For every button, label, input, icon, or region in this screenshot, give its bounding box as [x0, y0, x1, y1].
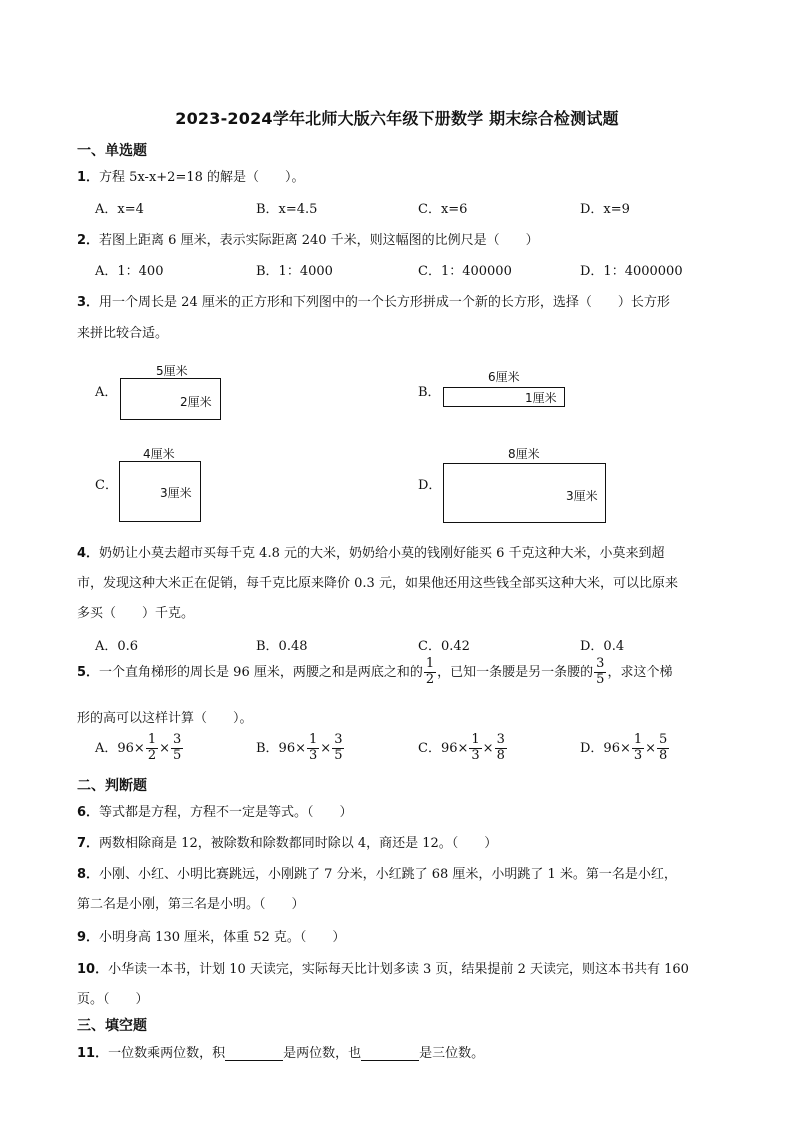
question-text: 等式都是方程，方程不一定是等式。（ ） — [99, 805, 353, 820]
question-11 — [77, 1042, 484, 1061]
question-4-line-3: 多买（ ）千克。 — [77, 606, 195, 621]
question-text-part-2: 是两位数，也 — [283, 1046, 362, 1061]
option-c[interactable]: C．x=6 — [418, 202, 468, 217]
question-number: 11． — [77, 1046, 109, 1061]
figure-b-side-label: 1厘米 — [525, 391, 557, 405]
section-heading-single-choice: 一、单选题 — [77, 143, 147, 159]
option-c[interactable]: C．96× $\frac{1}{3}$ × $\frac{3}{8}$ — [418, 732, 505, 763]
option-a[interactable]: A．0.6 — [95, 639, 139, 654]
option-b[interactable]: B．0.48 — [256, 639, 308, 654]
question-5 — [77, 657, 672, 688]
question-4 — [77, 542, 665, 561]
question-9 — [77, 926, 345, 945]
question-number: 6． — [77, 805, 100, 820]
question-number: 1． — [77, 170, 100, 185]
question-number: 8． — [77, 867, 100, 882]
question-number: 2． — [77, 233, 100, 248]
question-8-line-2: 第二名是小刚，第三名是小明。（ ） — [77, 897, 305, 912]
question-text-line-1: 奶奶让小莫去超市买每千克 4.8 元的大米，奶奶给小莫的钱刚好能买 6 千克这种大米，小莫来到超 — [99, 546, 665, 561]
section-heading-fill-blank: 三、填空题 — [77, 1018, 147, 1034]
answer-blank-2[interactable] — [361, 1046, 419, 1061]
option-b[interactable]: B．96× $\frac{1}{3}$ × $\frac{3}{5}$ — [256, 732, 343, 763]
question-3-line-2: 来拼比较合适。 — [77, 326, 169, 341]
question-text-part-3: 是三位数。 — [419, 1046, 485, 1061]
figure-b-letter[interactable]: B． — [418, 385, 441, 400]
question-number: 5． — [77, 664, 100, 680]
question-text-part-3: ，求这个梯 — [607, 664, 673, 680]
question-3 — [77, 291, 670, 310]
question-text-line-1: 小华读一本书，计划 10 天读完，实际每天比计划多读 3 页，结果提前 2 天读完，则这本书共有 160 — [108, 962, 689, 977]
option-c[interactable]: C．0.42 — [418, 639, 470, 654]
figure-d-letter[interactable]: D． — [418, 478, 442, 493]
question-text-part-1: 一位数乘两位数，积 — [108, 1046, 226, 1061]
question-6 — [77, 801, 353, 820]
question-4-line-2: 市，发现这种大米正在促销，每千克比原来降价 0.3 元，如果他还用这些钱全部买这种大米，可以比原来 — [77, 576, 678, 591]
figure-c-letter[interactable]: C． — [95, 478, 118, 493]
question-number: 3． — [77, 295, 100, 310]
answer-blank-1[interactable] — [225, 1046, 283, 1061]
question-5-line-2: 形的高可以这样计算（ ）。 — [77, 711, 253, 726]
option-d[interactable]: D．x=9 — [580, 202, 630, 217]
figure-b-top-label: 6厘米 — [488, 370, 520, 384]
option-a[interactable]: A．1：400 — [95, 264, 164, 279]
page-title: 2023-2024学年北师大版六年级下册数学 期末综合检测试题 — [175, 109, 619, 128]
option-b[interactable]: B．x=4.5 — [256, 202, 318, 217]
question-number: 9． — [77, 930, 100, 945]
question-text-part-1: 一个直角梯形的周长是 96 厘米，两腰之和是两底之和的 — [99, 664, 423, 680]
figure-c-side-label: 3厘米 — [160, 486, 192, 500]
question-7 — [77, 832, 497, 851]
section-heading-true-false: 二、判断题 — [77, 778, 147, 794]
option-d[interactable]: D．1：4000000 — [580, 264, 683, 279]
figure-a-letter[interactable]: A． — [95, 385, 118, 400]
option-c[interactable]: C．1：400000 — [418, 264, 512, 279]
question-text: 若图上距离 6 厘米，表示实际距离 240 千米，则这幅图的比例尺是（ ） — [99, 233, 539, 248]
question-number: 4． — [77, 546, 100, 561]
figure-d-side-label: 3厘米 — [566, 489, 598, 503]
figure-a-top-label: 5厘米 — [156, 364, 188, 378]
question-10 — [77, 958, 689, 977]
question-8 — [77, 863, 677, 882]
question-1 — [77, 166, 305, 185]
question-text-line-1: 小刚、小红、小明比赛跳远，小刚跳了 7 分米，小红跳了 68 厘米，小明跳了 1 米。第一名是小红， — [99, 867, 677, 882]
option-d[interactable]: D．96× $\frac{1}{3}$ × $\frac{5}{8}$ — [580, 732, 668, 763]
fraction-one-half: $\frac{1}{2}$ — [425, 656, 435, 687]
figure-d-top-label: 8厘米 — [508, 447, 540, 461]
fraction-three-fifths: $\frac{3}{5}$ — [596, 656, 605, 687]
option-d[interactable]: D．0.4 — [580, 639, 625, 654]
question-number: 10． — [77, 962, 109, 977]
question-text-line-1: 用一个周长是 24 厘米的正方形和下列图中的一个长方形拼成一个新的长方形，选择（ ）长方形 — [99, 295, 670, 310]
option-b[interactable]: B．1：4000 — [256, 264, 333, 279]
question-text: 方程 5x-x+2=18 的解是（ ）。 — [99, 170, 305, 185]
question-text-part-2: ，已知一条腰是另一条腰的 — [437, 664, 594, 680]
option-a[interactable]: A．96× $\frac{1}{2}$ × $\frac{3}{5}$ — [95, 732, 182, 763]
option-a[interactable]: A．x=4 — [95, 202, 144, 217]
question-number: 7． — [77, 836, 100, 851]
question-text: 两数相除商是 12，被除数和除数都同时除以 4，商还是 12。（ ） — [99, 836, 498, 851]
question-2 — [77, 229, 539, 248]
figure-c-top-label: 4厘米 — [143, 447, 175, 461]
question-text: 小明身高 130 厘米，体重 52 克。（ ） — [99, 930, 346, 945]
figure-a-side-label: 2厘米 — [180, 395, 212, 409]
question-10-line-2: 页。（ ） — [77, 992, 149, 1007]
